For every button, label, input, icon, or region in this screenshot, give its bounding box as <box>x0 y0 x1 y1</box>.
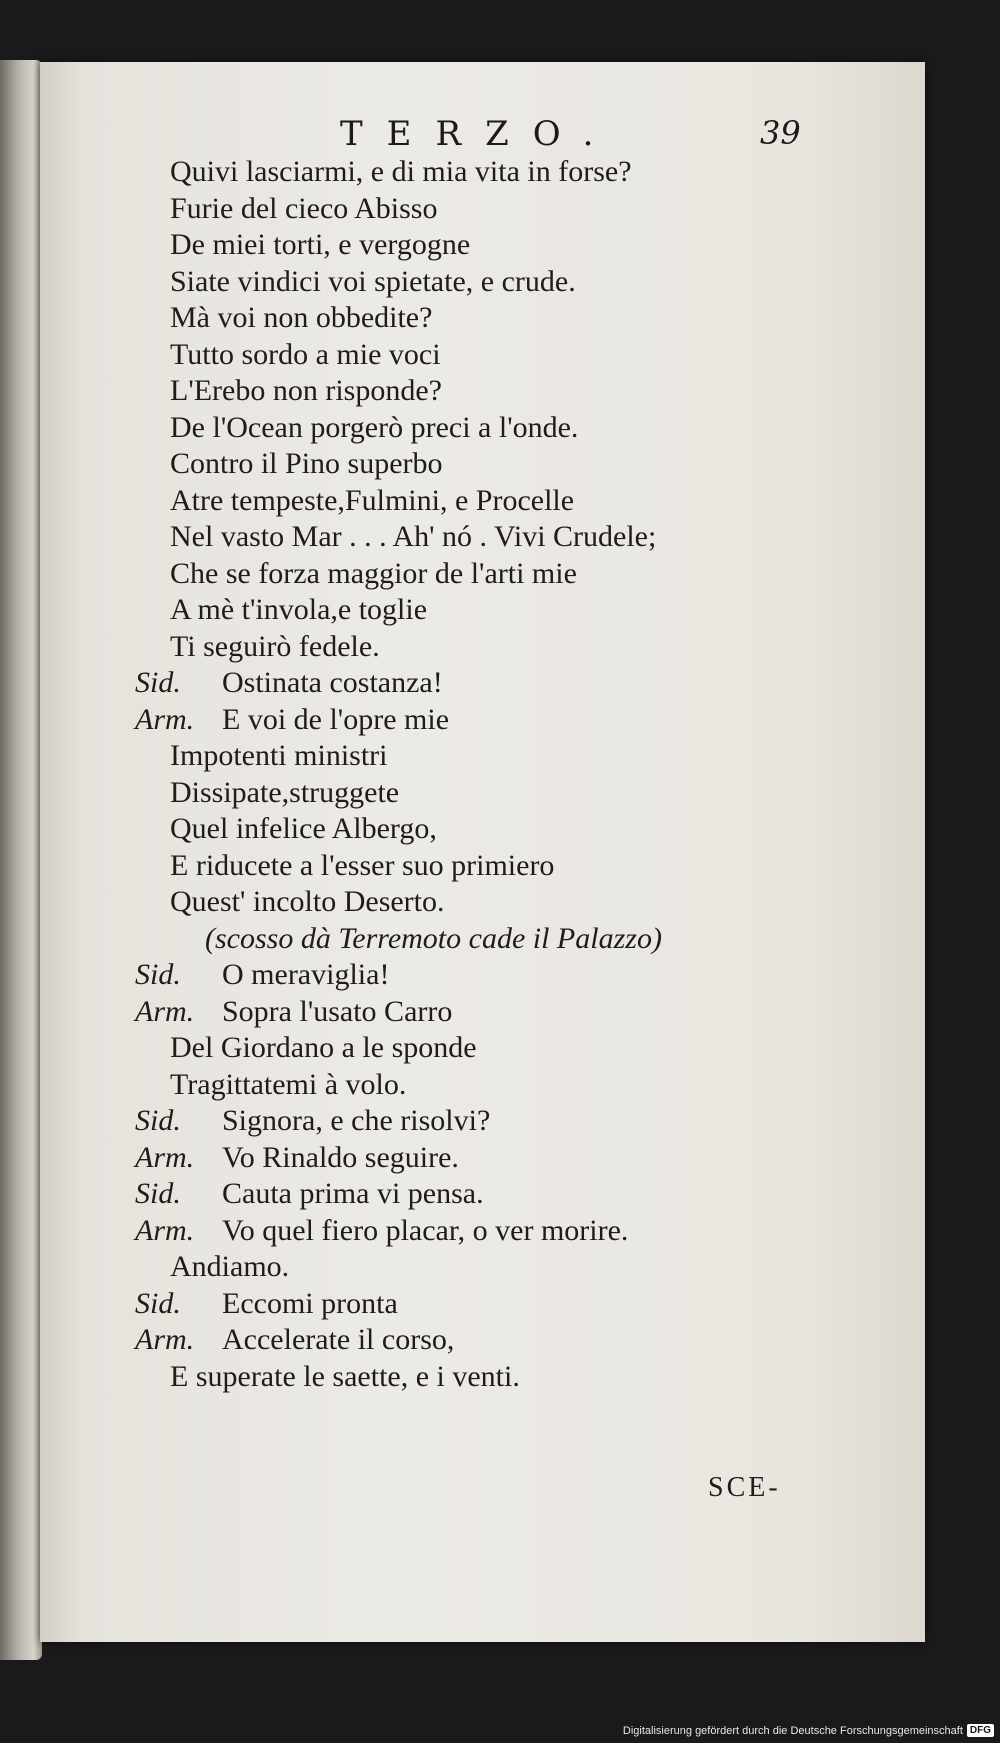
verse-text: Nel vasto Mar . . . Ah' nó . Vivi Crudele; <box>170 520 657 553</box>
speaker-label: Arm. <box>135 1213 195 1247</box>
verse-text: Eccomi pronta <box>222 1286 398 1320</box>
verse-line <box>40 775 925 812</box>
page-number: 39 <box>760 114 801 152</box>
footer-credit: Digitalisierung gefördert durch die Deutsche Forschungsgemeinschaft <box>622 1724 963 1737</box>
speaker-label: Sid. <box>135 666 181 699</box>
speaker-label: Arm. <box>135 702 195 736</box>
verse-text: Quest' incolto Deserto. <box>170 885 445 918</box>
verse-text: Quivi lasciarmi, e di mia vita in forse? <box>170 155 632 188</box>
verse-line <box>40 519 925 556</box>
facing-page-edge <box>0 60 42 1660</box>
verse-text: Accelerate il corso, <box>222 1323 455 1356</box>
verse-text: Dissipate,struggete <box>170 775 400 809</box>
dfg-logo: DFG <box>967 1724 994 1737</box>
verse-text: Vo Rinaldo seguire. <box>222 1140 459 1174</box>
verse-line <box>40 1176 925 1213</box>
verse-text: Tragittatemi à volo. <box>170 1067 407 1101</box>
verse-line <box>40 1286 925 1323</box>
verse-line <box>40 154 925 191</box>
verse-text: Atre tempeste,Fulmini, e Procelle <box>170 483 575 517</box>
verse-line <box>40 921 925 958</box>
verse-line <box>40 1030 925 1067</box>
verse-line <box>40 410 925 447</box>
book-page <box>40 62 925 1642</box>
verse-text-block <box>40 154 925 1395</box>
verse-text: E riducete a l'esser suo primiero <box>170 848 555 882</box>
verse-text: Tutto sordo a mie voci <box>170 337 441 371</box>
running-head-title: TERZO. <box>340 114 618 154</box>
verse-text: A mè t'invola,e toglie <box>170 593 428 626</box>
verse-line <box>40 1249 925 1286</box>
verse-line <box>40 373 925 410</box>
verse-text: Vo quel fiero placar, o ver morire. <box>222 1213 629 1247</box>
verse-line <box>40 957 925 994</box>
verse-line <box>40 1140 925 1177</box>
verse-line <box>40 483 925 520</box>
speaker-label: Arm. <box>135 1323 195 1356</box>
speaker-label: Sid. <box>135 1177 181 1210</box>
verse-line <box>40 556 925 593</box>
verse-line <box>40 227 925 264</box>
verse-line <box>40 848 925 885</box>
verse-line <box>40 1322 925 1359</box>
running-head <box>40 114 925 154</box>
verse-line <box>40 1067 925 1104</box>
verse-text: E superate le saette, e i venti. <box>170 1359 520 1393</box>
speaker-label: Sid. <box>135 958 181 991</box>
catchword: SCE- <box>708 1472 781 1503</box>
verse-text: L'Erebo non risponde? <box>170 374 442 407</box>
verse-text: Che se forza maggior de l'arti mie <box>170 556 577 590</box>
verse-text: De l'Ocean porgerò preci a l'onde. <box>170 410 579 444</box>
verse-line <box>40 702 925 739</box>
verse-line <box>40 446 925 483</box>
verse-text: Cauta prima vi pensa. <box>222 1177 484 1210</box>
verse-line <box>40 629 925 666</box>
verse-line <box>40 300 925 337</box>
speaker-label: Arm. <box>135 1140 195 1174</box>
verse-line <box>40 994 925 1031</box>
speaker-label: Sid. <box>135 1286 181 1320</box>
verse-line <box>40 1103 925 1140</box>
verse-line <box>40 264 925 301</box>
speaker-label: Sid. <box>135 1104 181 1137</box>
verse-text: Del Giordano a le sponde <box>170 1031 477 1064</box>
verse-text: Furie del cieco Abisso <box>170 191 438 225</box>
verse-line <box>40 191 925 228</box>
verse-text: De miei torti, e vergogne <box>170 228 471 261</box>
verse-line <box>40 1213 925 1250</box>
verse-line <box>40 1359 925 1396</box>
digitization-footer <box>623 1724 994 1737</box>
verse-text: Ostinata costanza! <box>222 666 443 699</box>
verse-line <box>40 665 925 702</box>
verse-text: Andiamo. <box>170 1250 290 1283</box>
verse-text: Mà voi non obbedite? <box>170 301 433 334</box>
verse-text: Impotenti ministri <box>170 739 388 772</box>
stage-direction: (scosso dà Terremoto cade il Palazzo) <box>205 921 662 955</box>
verse-line <box>40 738 925 775</box>
verse-text: O meraviglia! <box>222 958 390 991</box>
verse-line <box>40 592 925 629</box>
verse-text: Siate vindici voi spietate, e crude. <box>170 264 576 298</box>
verse-text: Quel infelice Albergo, <box>170 812 437 845</box>
verse-text: Sopra l'usato Carro <box>222 994 453 1028</box>
verse-text: Contro il Pino superbo <box>170 447 443 480</box>
verse-line <box>40 884 925 921</box>
verse-line <box>40 811 925 848</box>
verse-text: Signora, e che risolvi? <box>222 1104 491 1137</box>
verse-text: Ti seguirò fedele. <box>170 629 380 663</box>
verse-line <box>40 337 925 374</box>
verse-text: E voi de l'opre mie <box>222 702 450 736</box>
speaker-label: Arm. <box>135 994 195 1028</box>
